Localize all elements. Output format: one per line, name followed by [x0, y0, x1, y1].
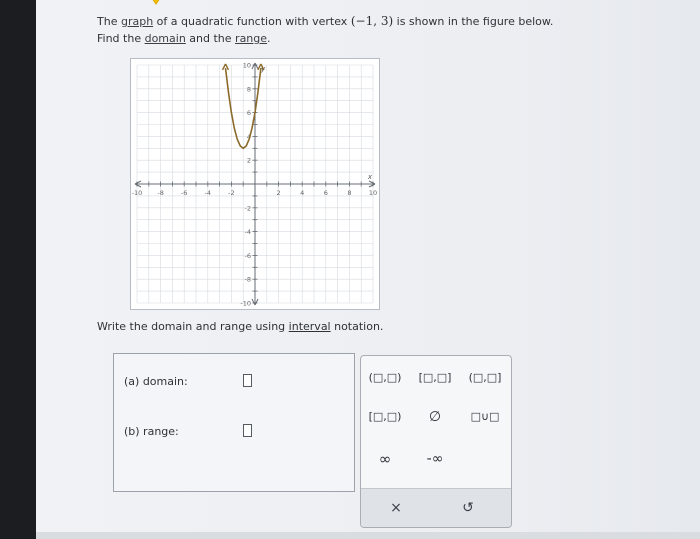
- keypad-footer: [361, 488, 511, 527]
- graph-link[interactable]: graph: [120, 15, 154, 28]
- open-closed-interval-button[interactable]: (□,□]: [468, 371, 502, 384]
- x-axis-label: x: [367, 173, 372, 181]
- interval-link[interactable]: interval: [288, 320, 331, 333]
- question-line-2: [97, 30, 553, 47]
- domain-input[interactable]: [243, 374, 252, 387]
- closed-open-interval-button[interactable]: [□,□): [368, 410, 402, 423]
- screen-bezel: [0, 0, 36, 539]
- y-tick-label: 8: [246, 85, 251, 94]
- page-bottom-edge: [36, 532, 700, 539]
- undo-button[interactable]: ↺: [462, 500, 474, 516]
- x-tick-label: 2: [276, 189, 281, 197]
- y-tick-label: -4: [244, 228, 251, 237]
- range-link[interactable]: range: [235, 32, 268, 45]
- graph-canvas: [131, 59, 379, 309]
- negative-infinity-button[interactable]: -∞: [426, 451, 444, 467]
- question-text-part: The: [97, 15, 121, 28]
- question-line-1: [97, 13, 553, 30]
- x-tick-label: -10: [131, 189, 143, 197]
- closed-closed-interval-button[interactable]: [□,□]: [418, 371, 452, 384]
- x-tick-label: 4: [300, 189, 305, 197]
- question-text-part: is shown in the figure below.: [393, 15, 554, 28]
- union-button[interactable]: □∪□: [470, 410, 500, 423]
- vertex-value: (−1, 3): [350, 14, 394, 28]
- y-tick-label: -6: [244, 251, 251, 260]
- infinity-button[interactable]: ∞: [378, 450, 392, 468]
- question-text-part: .: [267, 32, 271, 45]
- x-tick-label: 8: [347, 189, 352, 197]
- y-tick-label: 2: [246, 156, 251, 165]
- x-tick-label: 10: [368, 189, 378, 197]
- question-text-part: of a quadratic function with vertex: [153, 15, 351, 28]
- empty-set-button[interactable]: ∅: [428, 409, 442, 425]
- question-text: [97, 13, 553, 47]
- range-input[interactable]: [243, 424, 252, 437]
- quadratic-graph: [130, 58, 380, 310]
- instruction-text-part: notation.: [330, 320, 384, 333]
- question-text-part: Find the: [97, 32, 145, 45]
- y-tick-label: -2: [244, 204, 251, 213]
- question-text-part: and the: [185, 32, 236, 45]
- range-label: (b) range:: [124, 425, 179, 438]
- x-tick-label: -6: [180, 189, 188, 197]
- domain-label: (a) domain:: [124, 375, 188, 388]
- y-axis-label: y: [261, 65, 266, 73]
- x-tick-label: -2: [228, 189, 235, 197]
- y-tick-label: 4: [246, 132, 251, 141]
- answer-box: [113, 353, 355, 492]
- domain-link[interactable]: domain: [144, 32, 186, 45]
- math-keypad: [360, 355, 512, 528]
- clear-button[interactable]: ×: [390, 500, 402, 516]
- y-tick-label: 6: [246, 109, 251, 118]
- y-tick-label: -8: [244, 275, 251, 284]
- x-tick-label: -4: [204, 189, 212, 197]
- x-tick-label: -8: [157, 189, 164, 197]
- instruction-text: [97, 320, 383, 333]
- x-tick-label: 6: [323, 189, 328, 197]
- y-tick-label: 10: [242, 61, 251, 70]
- instruction-text-part: Write the domain and range using: [97, 320, 289, 333]
- open-open-interval-button[interactable]: (□,□): [368, 371, 402, 384]
- y-tick-label: -10: [240, 299, 251, 308]
- chevron-down-icon: [148, 0, 164, 8]
